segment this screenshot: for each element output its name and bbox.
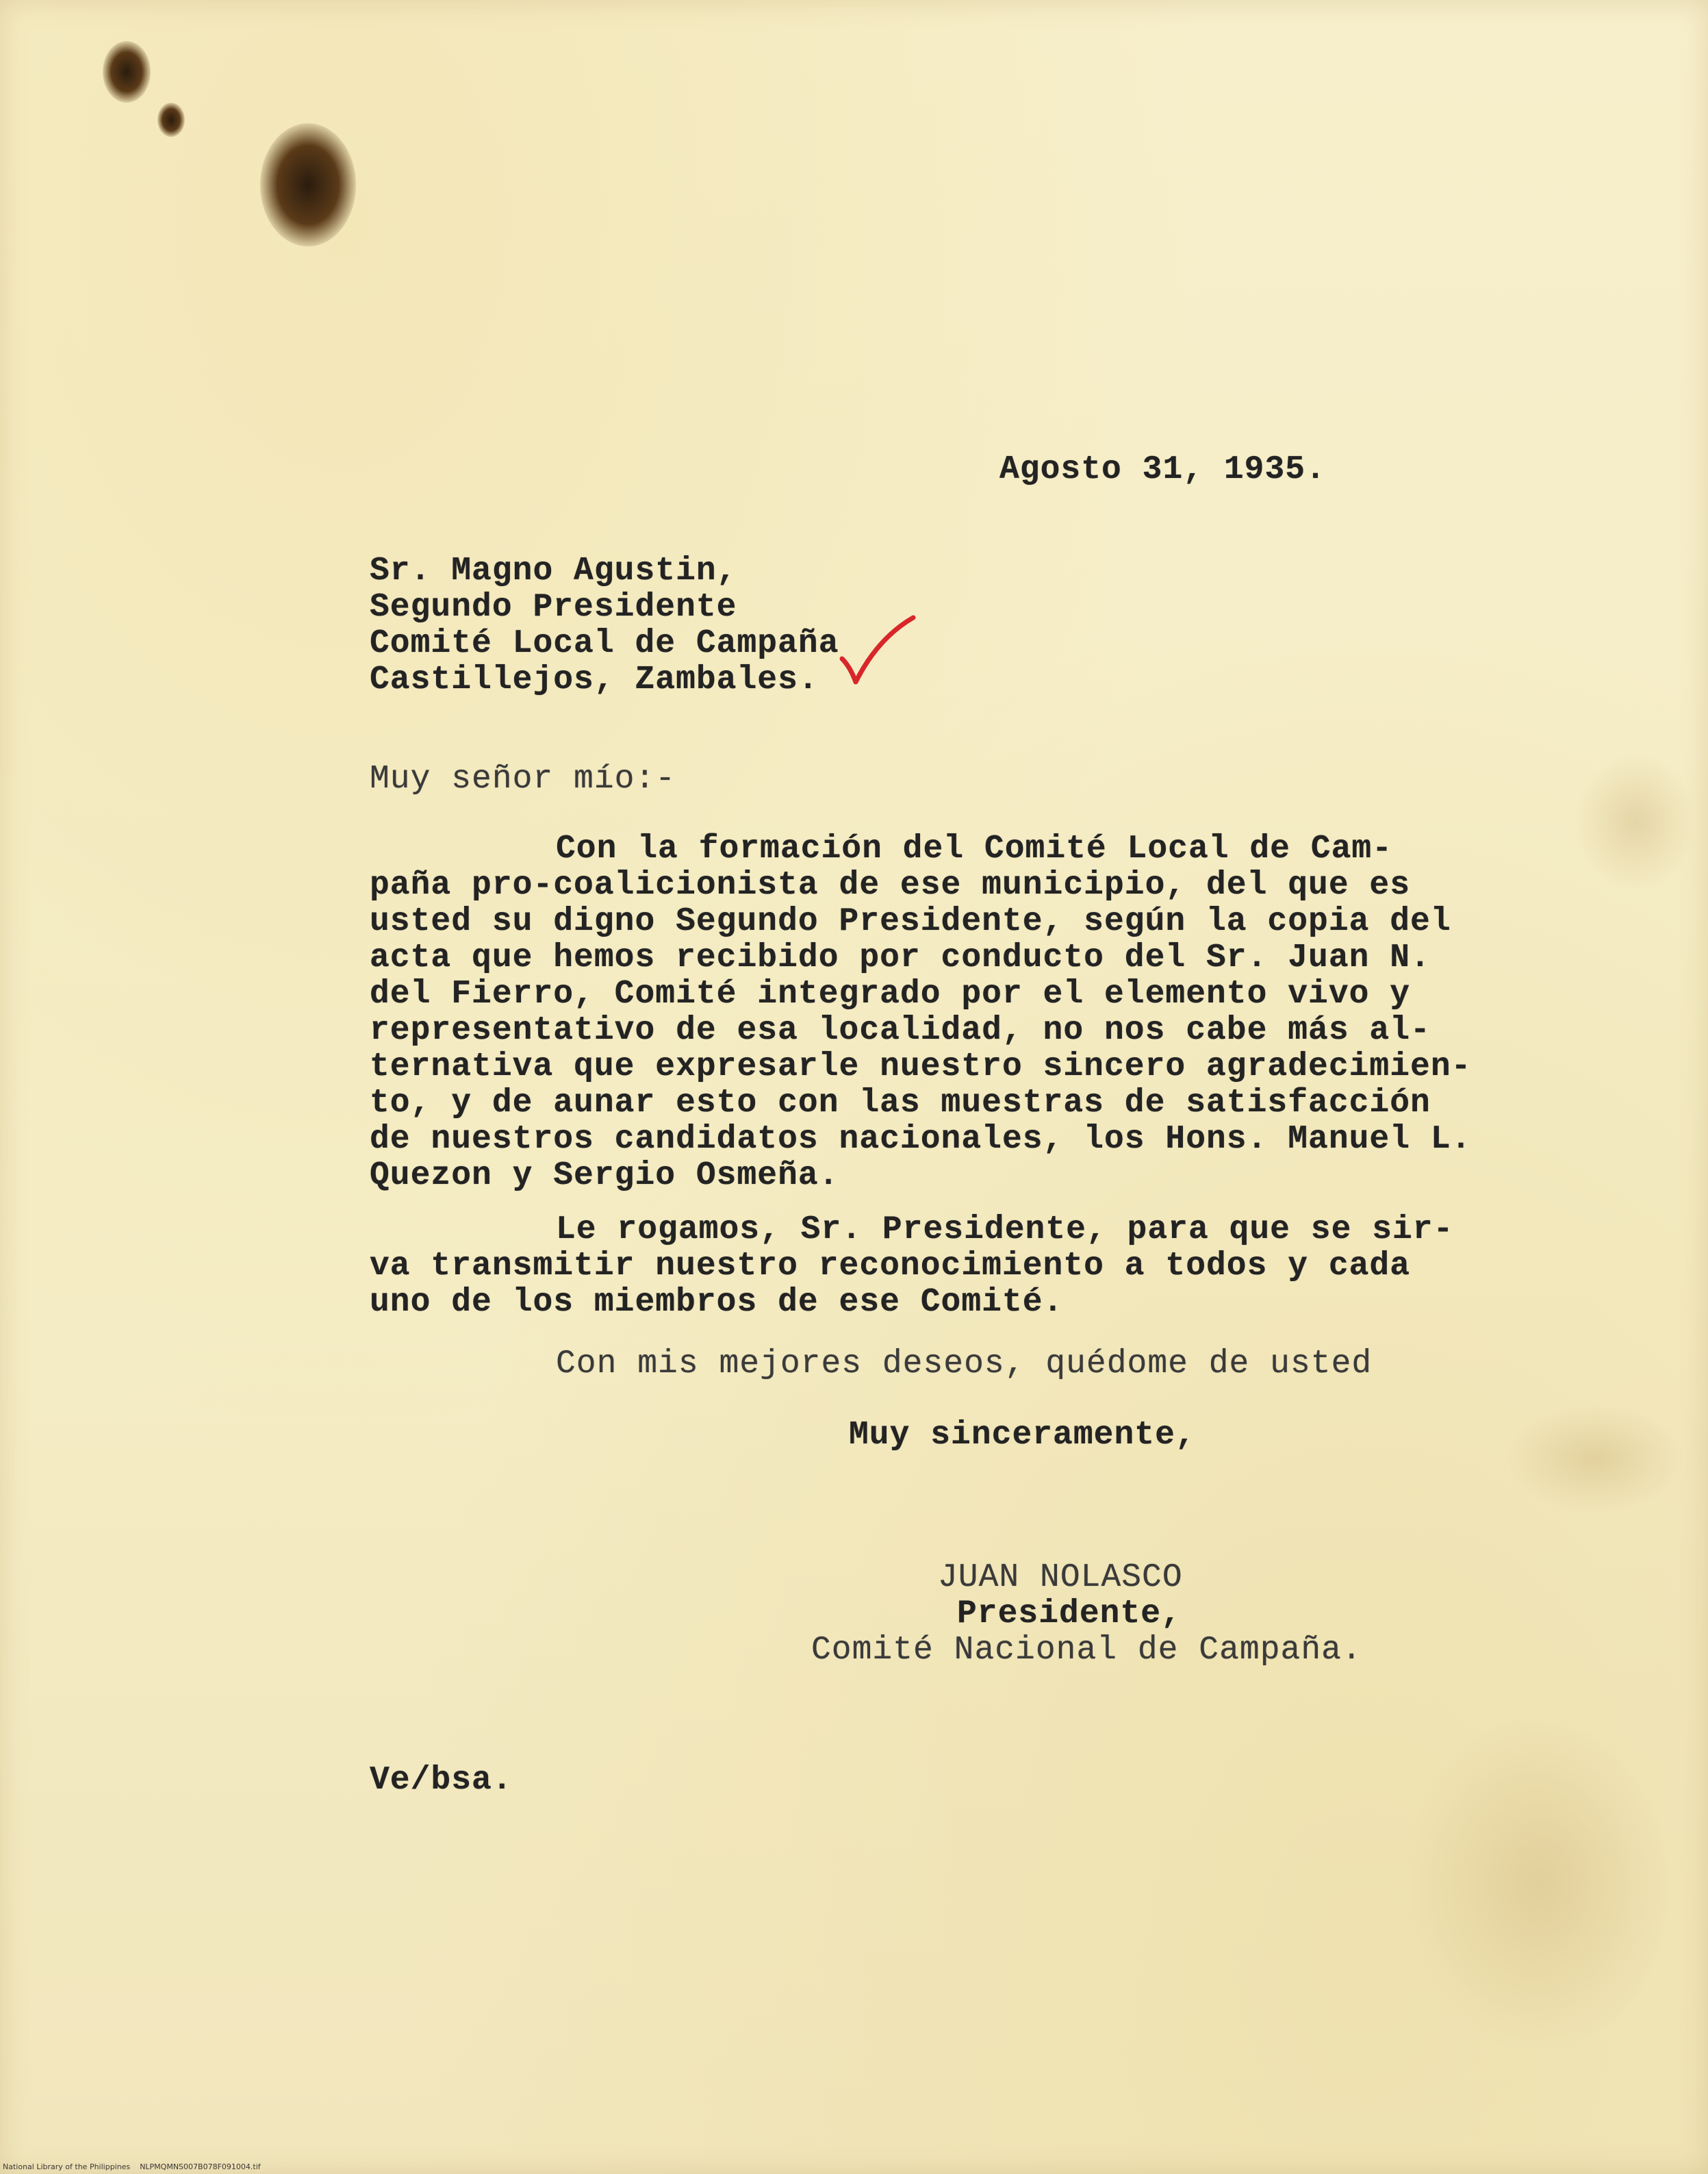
archive-caption: National Library of the Philippines NLPMQMNS007B078F091004.tif (3, 2162, 261, 2171)
signer-title: Presidente, (957, 1595, 1182, 1632)
burn-mark-hole-small (103, 41, 151, 103)
closing-line: Con mis mejores deseos, quédome de usted (556, 1345, 1373, 1382)
paragraph-line: Con la formación del Comité Local de Cam- (556, 831, 1392, 868)
paragraph-line: Quezon y Sergio Osmeña. (370, 1157, 839, 1194)
signer-organization: Comité Nacional de Campaña. (811, 1632, 1362, 1669)
paragraph-line: ternativa que expresarle nuestro sincero agradecimien- (370, 1048, 1472, 1085)
paragraph-line: va transmitir nuestro reconocimiento a todos y cada (370, 1248, 1411, 1285)
burn-mark-dot (157, 103, 185, 137)
address-line: Segundo Presidente (370, 589, 737, 626)
paper-stain (1506, 1404, 1684, 1513)
reference-initials: Ve/bsa. (370, 1762, 513, 1799)
paragraph-line: to, y de aunar esto con las muestras de satisfacción (370, 1085, 1431, 1122)
address-line: Comité Local de Campaña (370, 625, 839, 662)
paper-stain (1403, 1712, 1677, 2054)
address-line: Sr. Magno Agustin, (370, 553, 737, 590)
salutation: Muy señor mío:- (370, 761, 676, 798)
paragraph-line: Le rogamos, Sr. Presidente, para que se sir- (556, 1211, 1454, 1248)
address-line: Castillejos, Zambales. (370, 661, 819, 698)
red-check-mark-icon (837, 611, 919, 693)
letter-date: Agosto 31, 1935. (999, 451, 1326, 488)
paragraph-line: acta que hemos recibido por conducto del Sr. Juan N. (370, 939, 1431, 976)
paragraph-line: del Fierro, Comité integrado por el elemento vivo y (370, 976, 1411, 1013)
burn-mark-hole (260, 123, 356, 247)
paragraph-line: usted su digno Segundo Presidente, según la copia del (370, 903, 1451, 940)
paragraph-line: de nuestros candidatos nacionales, los Hons. Manuel L. (370, 1121, 1472, 1158)
valediction: Muy sinceramente, (849, 1417, 1196, 1454)
paper-stain (1575, 753, 1698, 890)
paragraph-line: representativo de esa localidad, no nos cabe más al- (370, 1012, 1431, 1049)
paragraph-line: paña pro-coalicionista de ese municipio, del que es (370, 867, 1411, 904)
signer-name: JUAN NOLASCO (938, 1559, 1183, 1596)
paragraph-line: uno de los miembros de ese Comité. (370, 1284, 1064, 1321)
